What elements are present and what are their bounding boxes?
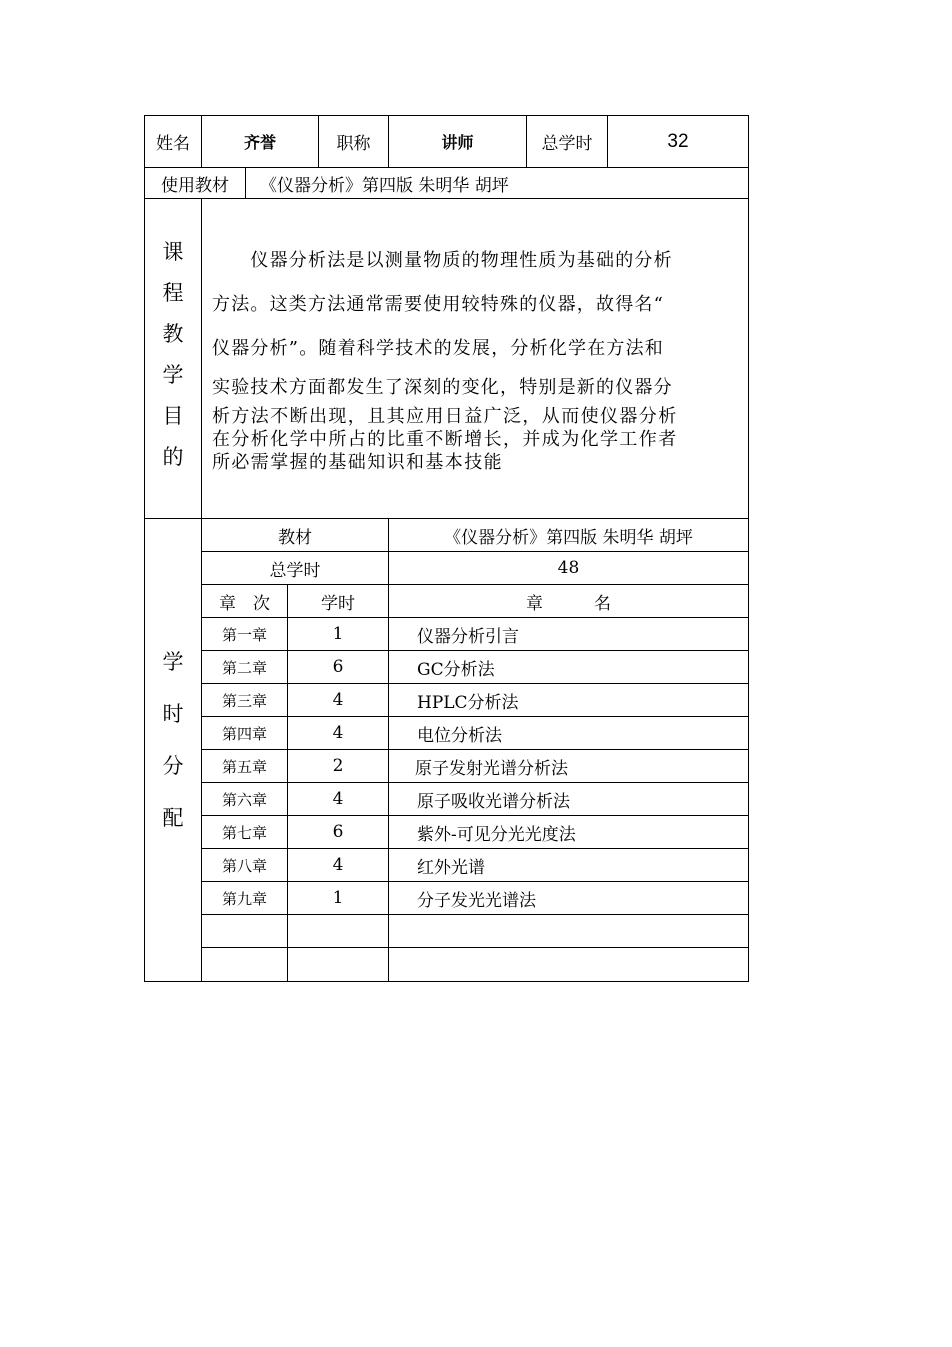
purpose-label-char: 课 bbox=[162, 239, 184, 264]
textbook-value: 《仪器分析》第四版 朱明华 胡坪 bbox=[260, 175, 509, 196]
course-info-table bbox=[144, 115, 749, 982]
header-row bbox=[145, 116, 748, 168]
chapter-name-cell: 原子发射光谱分析法 bbox=[415, 758, 568, 779]
textbook-label: 使用教材 bbox=[145, 168, 246, 198]
schedule-label-char: 时 bbox=[162, 702, 184, 726]
table-row bbox=[202, 816, 748, 849]
name-value: 齐誉 bbox=[202, 116, 319, 167]
purpose-line: 实验技术方面都发生了深刻的变化，特别是新的仪器分 bbox=[212, 377, 673, 398]
empty-cell bbox=[389, 915, 748, 947]
hours-cell: 4 bbox=[288, 783, 389, 815]
chapter-cell: 第五章 bbox=[202, 750, 288, 782]
purpose-text bbox=[202, 199, 748, 518]
schedule-label-char: 配 bbox=[162, 806, 184, 830]
schedule-total-row bbox=[202, 552, 748, 585]
purpose-label-char: 学 bbox=[162, 362, 184, 387]
schedule-textbook-value: 《仪器分析》第四版 朱明华 胡坪 bbox=[444, 527, 693, 548]
purpose-label-char: 程 bbox=[162, 280, 184, 305]
empty-cell bbox=[202, 948, 288, 981]
table-row bbox=[202, 750, 748, 783]
chapter-name-cell: 红外光谱 bbox=[417, 857, 485, 878]
schedule-label-char: 学 bbox=[162, 650, 184, 674]
schedule-total-label: 总学时 bbox=[202, 552, 389, 584]
schedule-textbook-row bbox=[202, 519, 748, 552]
purpose-line: 在分析化学中所占的比重不断增长，并成为化学工作者 bbox=[212, 429, 678, 450]
table-row bbox=[202, 882, 748, 915]
schedule-textbook-label: 教材 bbox=[202, 519, 389, 551]
hours-cell: 6 bbox=[288, 816, 389, 848]
schedule-label-char: 分 bbox=[162, 754, 184, 778]
table-row bbox=[202, 618, 748, 651]
col-name-header: 章 名 bbox=[526, 593, 611, 614]
chapter-cell: 第三章 bbox=[202, 684, 288, 716]
hours-cell: 1 bbox=[288, 882, 389, 914]
purpose-line: 析方法不断出现，且其应用日益广泛，从而使仪器分析 bbox=[212, 406, 678, 427]
purpose-label-char: 教 bbox=[162, 321, 184, 346]
title-value: 讲师 bbox=[389, 116, 527, 167]
chapter-cell: 第七章 bbox=[202, 816, 288, 848]
table-row bbox=[202, 783, 748, 816]
hours-cell: 4 bbox=[288, 684, 389, 716]
chapter-name-cell: GC分析法 bbox=[417, 659, 495, 680]
chapter-name-cell: 电位分析法 bbox=[417, 725, 502, 746]
schedule-table bbox=[202, 519, 748, 981]
chapter-name-cell: HPLC分析法 bbox=[417, 692, 519, 713]
schedule-total-value: 48 bbox=[557, 558, 580, 578]
purpose-line: 所必需掌握的基础知识和基本技能 bbox=[212, 452, 503, 473]
chapter-cell: 第八章 bbox=[202, 849, 288, 881]
empty-cell bbox=[389, 948, 748, 981]
chapter-cell: 第九章 bbox=[202, 882, 288, 914]
schedule-header-row bbox=[202, 585, 748, 618]
total-hours-value: 32 bbox=[667, 130, 689, 152]
purpose-line: 仪器分析法是以测量物质的物理性质为基础的分析 bbox=[212, 250, 673, 271]
name-label: 姓名 bbox=[145, 116, 202, 167]
hours-cell: 4 bbox=[288, 849, 389, 881]
chapter-name-cell: 分子发光光谱法 bbox=[417, 890, 536, 911]
title-label: 职称 bbox=[319, 116, 389, 167]
schedule-section bbox=[145, 519, 748, 981]
purpose-label-char: 的 bbox=[162, 444, 184, 469]
schedule-label bbox=[145, 519, 202, 981]
total-hours-label: 总学时 bbox=[527, 116, 608, 167]
chapter-cell: 第一章 bbox=[202, 618, 288, 650]
chapter-name-cell: 紫外-可见分光光度法 bbox=[417, 824, 576, 845]
table-row bbox=[202, 717, 748, 750]
purpose-section bbox=[145, 199, 748, 519]
chapter-cell: 第二章 bbox=[202, 651, 288, 683]
table-row bbox=[202, 849, 748, 882]
empty-row bbox=[202, 915, 748, 948]
col-hours-header: 学时 bbox=[288, 585, 389, 617]
empty-row bbox=[202, 948, 748, 981]
textbook-row bbox=[145, 168, 748, 199]
empty-cell bbox=[288, 915, 389, 947]
chapter-name-cell: 原子吸收光谱分析法 bbox=[417, 791, 570, 812]
hours-cell: 4 bbox=[288, 717, 389, 749]
chapter-cell: 第四章 bbox=[202, 717, 288, 749]
table-row bbox=[202, 651, 748, 684]
hours-cell: 1 bbox=[288, 618, 389, 650]
purpose-line: 仪器分析”。随着科学技术的发展，分析化学在方法和 bbox=[212, 338, 664, 359]
chapter-name-cell: 仪器分析引言 bbox=[417, 626, 519, 647]
purpose-label-char: 目 bbox=[162, 403, 184, 428]
hours-cell: 6 bbox=[288, 651, 389, 683]
hours-cell: 2 bbox=[288, 750, 389, 782]
chapter-cell: 第六章 bbox=[202, 783, 288, 815]
col-chapter-header: 章 次 bbox=[202, 585, 288, 617]
empty-cell bbox=[288, 948, 389, 981]
purpose-line: 方法。这类方法通常需要使用较特殊的仪器，故得名“ bbox=[212, 294, 664, 315]
purpose-label bbox=[145, 199, 202, 518]
table-row bbox=[202, 684, 748, 717]
empty-cell bbox=[202, 915, 288, 947]
